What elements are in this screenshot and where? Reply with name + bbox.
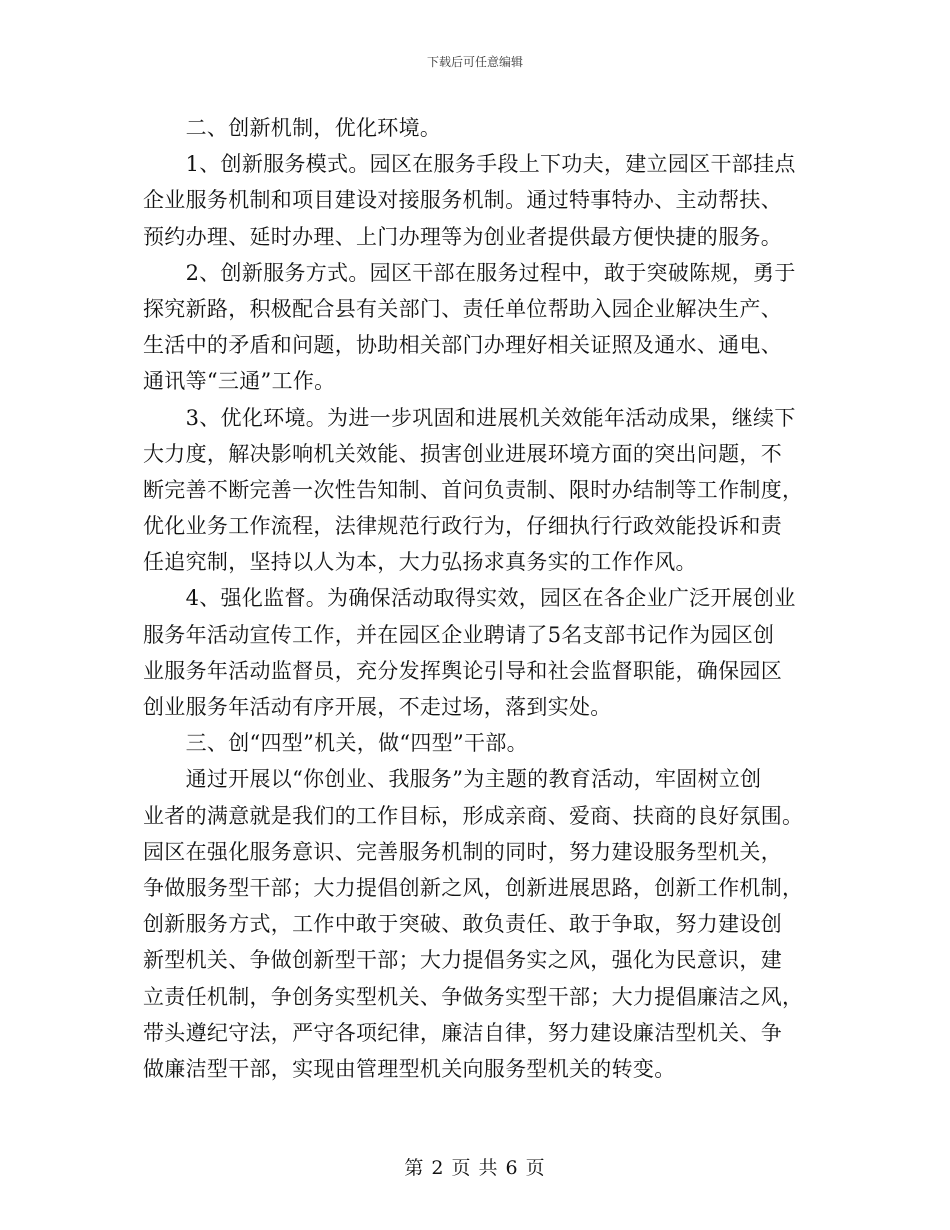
text-line: 探究新路，积极配合县有关部门、责任单位帮助入园企业解决生产、 xyxy=(143,296,782,321)
text-line: 3、优化环境。为进一步巩固和进展机关效能年活动成果，继续下 xyxy=(143,405,796,430)
text-line: 企业服务机制和项目建设对接服务机制。通过特事特办、主动帮扶、 xyxy=(143,188,782,213)
document-body xyxy=(143,110,811,1087)
text-line: 服务年活动宣传工作，并在园区企业聘请了5名支部书记作为园区创 xyxy=(143,622,775,647)
text-line: 争做服务型干部；大力提倡创新之风，创新进展思路，创新工作机制， xyxy=(143,875,804,900)
text-line: 预约办理、延时办理、上门办理等为创业者提供最方便快捷的服务。 xyxy=(143,224,782,249)
page-header: 下载后可任意编辑 xyxy=(426,55,523,69)
text-line: 做廉洁型干部，实现由管理型机关向服务型机关的转变。 xyxy=(143,1056,676,1081)
text-line: 二、创新机制，优化环境。 xyxy=(143,116,442,140)
text-line: 带头遵纪守法，严守各项纪律，廉洁自律，努力建设廉洁型机关、争 xyxy=(143,1020,782,1045)
text-line: 生活中的矛盾和问题，协助相关部门办理好相关证照及通水、通电、 xyxy=(143,333,782,358)
text-line: 新型机关、争做创新型干部；大力提倡务实之风，强化为民意识，建 xyxy=(143,948,782,973)
text-line: 2、创新服务方式。园区干部在服务过程中，敢于突破陈规，勇于 xyxy=(143,260,796,285)
text-line: 立责任机制，争创务实型机关、争做务实型干部；大力提倡廉洁之风， xyxy=(143,984,804,1009)
text-line: 通讯等“三通”工作。 xyxy=(143,369,336,394)
text-line: 创业服务年活动有序开展，不走过场，落到实处。 xyxy=(143,695,612,719)
text-line: 业服务年活动监督员，充分发挥舆论引导和社会监督职能，确保园区 xyxy=(143,658,782,683)
text-line: 大力度，解决影响机关效能、损害创业进展环境方面的突出问题，不 xyxy=(143,441,782,466)
page-number-footer: 第 2 页 共 6 页 xyxy=(404,1157,546,1179)
text-line: 园区在强化服务意识、完善服务机制的同时，努力建设服务型机关， xyxy=(143,839,782,864)
text-line: 优化业务工作流程，法律规范行政行为，仔细执行行政效能投诉和责 xyxy=(143,514,782,539)
text-line: 断完善不断完善一次性告知制、首问负责制、限时办结制等工作制度， xyxy=(143,477,804,502)
text-line: 任追究制，坚持以人为本，大力弘扬求真务实的工作作风。 xyxy=(143,550,697,575)
text-line: 4、强化监督。为确保活动取得实效，园区在各企业广泛开展创业 xyxy=(143,586,796,611)
text-line: 通过开展以“你创业、我服务”为主题的教育活动，牢固树立创 xyxy=(143,767,762,792)
text-line: 三、创“四型”机关，做“四型”干部。 xyxy=(143,731,528,756)
text-line: 1、创新服务模式。园区在服务手段上下功夫，建立园区干部挂点 xyxy=(143,152,796,177)
text-line: 创新服务方式，工作中敢于突破、敢负责任、敢于争取，努力建设创 xyxy=(143,912,782,937)
text-line: 业者的满意就是我们的工作目标，形成亲商、爱商、扶商的良好氛围。 xyxy=(143,803,804,828)
